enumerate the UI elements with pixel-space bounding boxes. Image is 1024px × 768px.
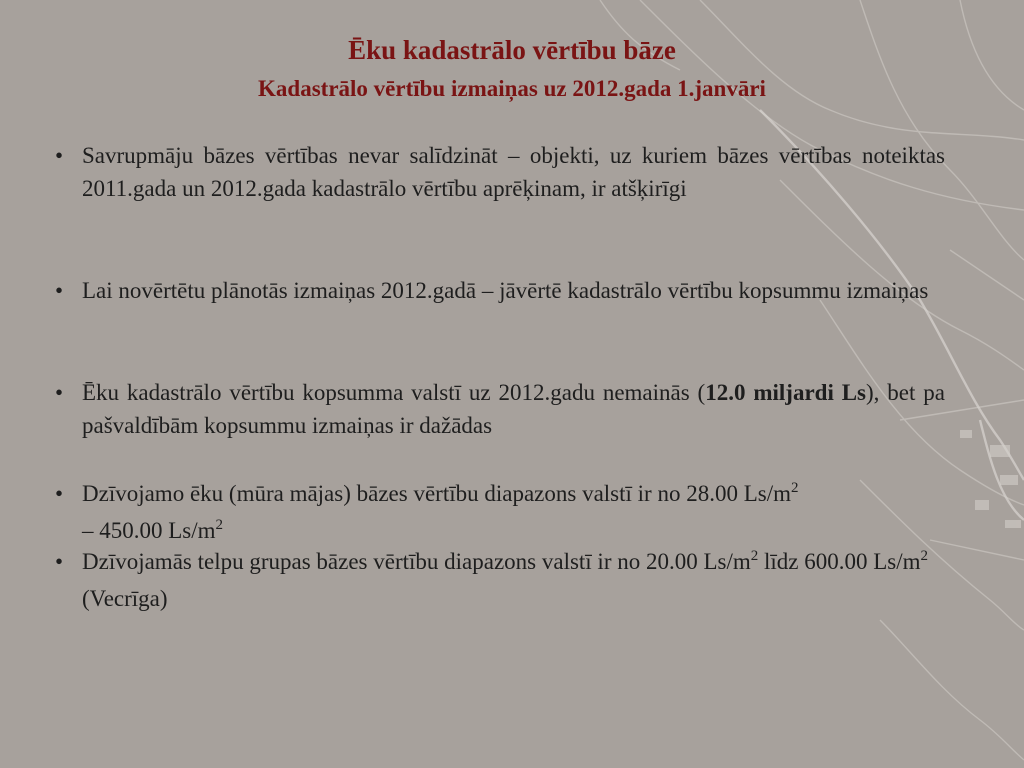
bullet-text: ), bet pa pašvaldībām kopsummu izmaiņas ir dažādas xyxy=(82,380,945,438)
superscript-two: 2 xyxy=(215,517,224,533)
bullet-marker: • xyxy=(55,380,64,405)
bullet-text: (Vecrīga) xyxy=(82,586,168,611)
bullet-text: līdz 600.00 Ls/m xyxy=(758,549,921,574)
bullet-item xyxy=(55,274,945,307)
bullet-marker: • xyxy=(55,143,64,168)
bullet-item xyxy=(55,376,945,442)
superscript-two: 2 xyxy=(920,548,929,564)
superscript-two: 2 xyxy=(750,548,759,564)
bullet-item xyxy=(55,139,945,205)
bullet-item xyxy=(55,477,945,551)
superscript-two: 2 xyxy=(790,480,799,496)
slide-title: Ēku kadastrālo vērtību bāze xyxy=(348,35,676,65)
bullet-text: Lai novērtētu plānotās izmaiņas 2012.gadā – jāvērtē kadastrālo vērtību kopsummu izmaiņas xyxy=(82,278,929,303)
bullet-text: – 450.00 Ls/m xyxy=(82,518,216,543)
slide-subtitle: Kadastrālo vērtību izmaiņas uz 2012.gada 1.janvāri xyxy=(258,76,766,101)
bullet-text: Dzīvojamās telpu grupas bāzes vērtību diapazons valstī ir no 20.00 Ls/m xyxy=(82,549,751,574)
bullet-bold-value: 12.0 miljardi Ls xyxy=(705,380,867,405)
bullet-text: Savrupmāju bāzes vērtības nevar salīdzināt – objekti, uz kuriem bāzes vērtības noteiktas 2011.gada un 2012.gada kadastrālo vērtību aprēķinam, ir atšķirīgi xyxy=(82,143,945,201)
bullet-marker: • xyxy=(55,278,64,303)
bullet-marker: • xyxy=(55,481,64,506)
bullet-text: Dzīvojamo ēku (mūra mājas) bāzes vērtību diapazons valstī ir no 28.00 Ls/m xyxy=(82,481,791,506)
bullet-text: Ēku kadastrālo vērtību kopsumma valstī uz 2012.gadu nemainās ( xyxy=(82,380,706,405)
bullet-item xyxy=(55,545,945,615)
bullet-marker: • xyxy=(55,549,64,574)
